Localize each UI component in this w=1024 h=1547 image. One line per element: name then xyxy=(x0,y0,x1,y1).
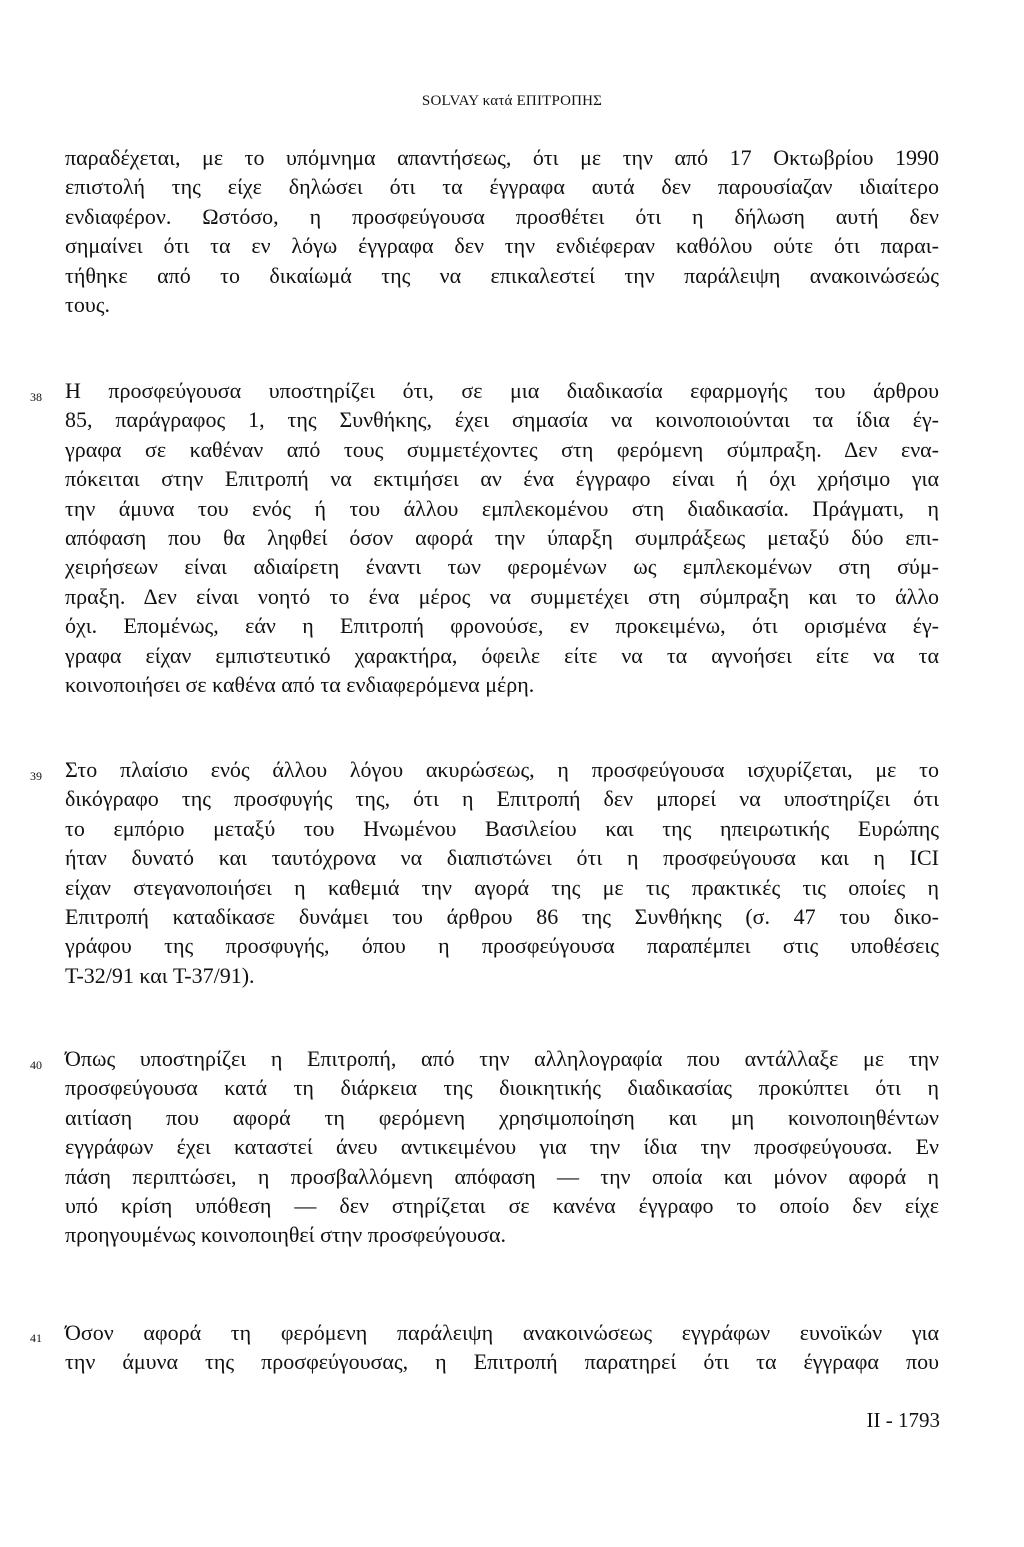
paragraph-40 xyxy=(65,1044,939,1250)
text-line: γραφα είχαν εμπιστευτικό χαρακτήρα, όφειλε είτε να τα αγνοήσει είτε να τα xyxy=(65,642,939,668)
text-line: χειρήσεων είναι αδιαίρετη έναντι των φερομένων ως εμπλεκομένων στη σύμ- xyxy=(65,554,939,580)
text-line: Στο πλαίσιο ενός άλλου λόγου ακυρώσεως, η προσφεύγουσα ισχυρίζεται, με το xyxy=(65,757,939,782)
text-line: Όσον αφορά τη φερόμενη παράλειψη ανακοινώσεως εγγράφων ευνοϊκών για xyxy=(65,1320,939,1345)
paragraph-41 xyxy=(65,1318,939,1377)
text-line: γράφου της προσφυγής, όπου η προσφεύγουσα παραπέμπει στις υποθέσεις xyxy=(65,933,939,959)
text-line: πραξη. Δεν είναι νοητό το ένα μέρος να συμμετέχει στη σύμπραξη και το άλλο xyxy=(65,583,939,609)
text-line: απόφαση που θα ληφθεί όσον αφορά την ύπαρξη συμπράξεως μεταξύ δύο επι- xyxy=(65,525,939,551)
text-line: σημαίνει ότι τα εν λόγω έγγραφα δεν την ενδιέφεραν καθόλου ούτε ότι παραι- xyxy=(65,233,939,259)
text-line: παραδέχεται, με το υπόμνημα απαντήσεως, ότι με την από 17 Οκτωβρίου 1990 xyxy=(65,145,939,170)
text-line: εγγράφων έχει καταστεί άνευ αντικειμένου για την ίδια την προσφεύγουσα. Εν xyxy=(65,1134,939,1160)
text-line: 85, παράγραφος 1, της Συνθήκης, έχει σημασία να κοινοποιούνται τα ίδια έγ- xyxy=(65,407,939,433)
text-line: επιστολή της είχε δηλώσει ότι τα έγγραφα αυτά δεν παρουσίαζαν ιδιαίτερο xyxy=(65,174,939,200)
paragraph-continuation xyxy=(65,143,939,319)
paragraph-number: 41 xyxy=(30,1331,42,1345)
text-line: υπό κρίση υπόθεση — δεν στηρίζεται σε κανένα έγγραφο το οποίο δεν είχε xyxy=(65,1193,939,1219)
paragraph-number: 40 xyxy=(30,1058,42,1072)
page-number: II - 1793 xyxy=(866,1408,940,1432)
text-line: αιτίαση που αφορά τη φερόμενη χρησιμοποίηση και μη κοινοποιηθέντων xyxy=(65,1104,939,1130)
paragraph-number: 39 xyxy=(30,769,42,783)
text-line: Η προσφεύγουσα υποστηρίζει ότι, σε μια διαδικασία εφαρμογής του άρθρου xyxy=(65,378,939,403)
paragraph-number: 38 xyxy=(30,390,42,404)
text-line: τήθηκε από το δικαίωμά της να επικαλεστεί την παράλειψη ανακοινώσεώς xyxy=(65,262,939,288)
text-line: την άμυνα του ενός ή του άλλου εμπλεκομένου στη διαδικασία. Πράγματι, η xyxy=(65,495,939,521)
text-line: Τ-32/91 και Τ-37/91). xyxy=(65,962,255,988)
text-line: πάση περιπτώσει, η προσβαλλόμενη απόφαση — την οποία και μόνον αφορά η xyxy=(65,1163,939,1189)
text-line: το εμπόριο μεταξύ του Ηνωμένου Βασιλείου και της ηπειρωτικής Ευρώπης xyxy=(65,815,939,841)
text-line: προσφεύγουσα κατά τη διάρκεια της διοικητικής διαδικασίας προκύπτει ότι η xyxy=(65,1075,939,1101)
text-line: είχαν στεγανοποιήσει η καθεμιά την αγορά της με τις πρακτικές τις οποίες η xyxy=(65,874,939,900)
text-line: κοινοποιήσει σε καθένα από τα ενδιαφερόμενα μέρη. xyxy=(65,672,535,698)
text-line: τους. xyxy=(65,292,110,318)
text-line: Όπως υποστηρίζει η Επιτροπή, από την αλληλογραφία που αντάλλαξε με την xyxy=(65,1046,939,1071)
text-line: γραφα σε καθέναν από τους συμμετέχοντες στη φερόμενη σύμπραξη. Δεν ενα- xyxy=(65,436,939,462)
running-header: SOLVAY κατά ΕΠΙΤΡΟΠΗΣ xyxy=(421,93,603,109)
paragraph-38 xyxy=(65,376,939,699)
text-line: δικόγραφο της προσφυγής της, ότι η Επιτροπή δεν μπορεί να υποστηρίζει ότι xyxy=(65,786,939,812)
text-line: Επιτροπή καταδίκασε δυνάμει του άρθρου 86 της Συνθήκης (σ. 47 του δικο- xyxy=(65,904,939,930)
text-line: όχι. Επομένως, εάν η Επιτροπή φρονούσε, εν προκειμένω, ότι ορισμένα έγ- xyxy=(65,613,939,639)
paragraph-39 xyxy=(65,755,939,990)
text-line: ήταν δυνατό και ταυτόχρονα να διαπιστώνει ότι η προσφεύγουσα και η ICI xyxy=(65,845,939,871)
text-line: την άμυνα της προσφεύγουσας, η Επιτροπή παρατηρεί ότι τα έγγραφα που xyxy=(65,1349,939,1375)
text-line: προηγουμένως κοινοποιηθεί στην προσφεύγουσα. xyxy=(65,1222,506,1248)
text-line: πόκειται στην Επιτροπή να εκτιμήσει αν ένα έγγραφο είναι ή όχι χρήσιμο για xyxy=(65,466,939,492)
text-line: ενδιαφέρον. Ωστόσο, η προσφεύγουσα προσθέτει ότι η δήλωση αυτή δεν xyxy=(65,203,939,229)
